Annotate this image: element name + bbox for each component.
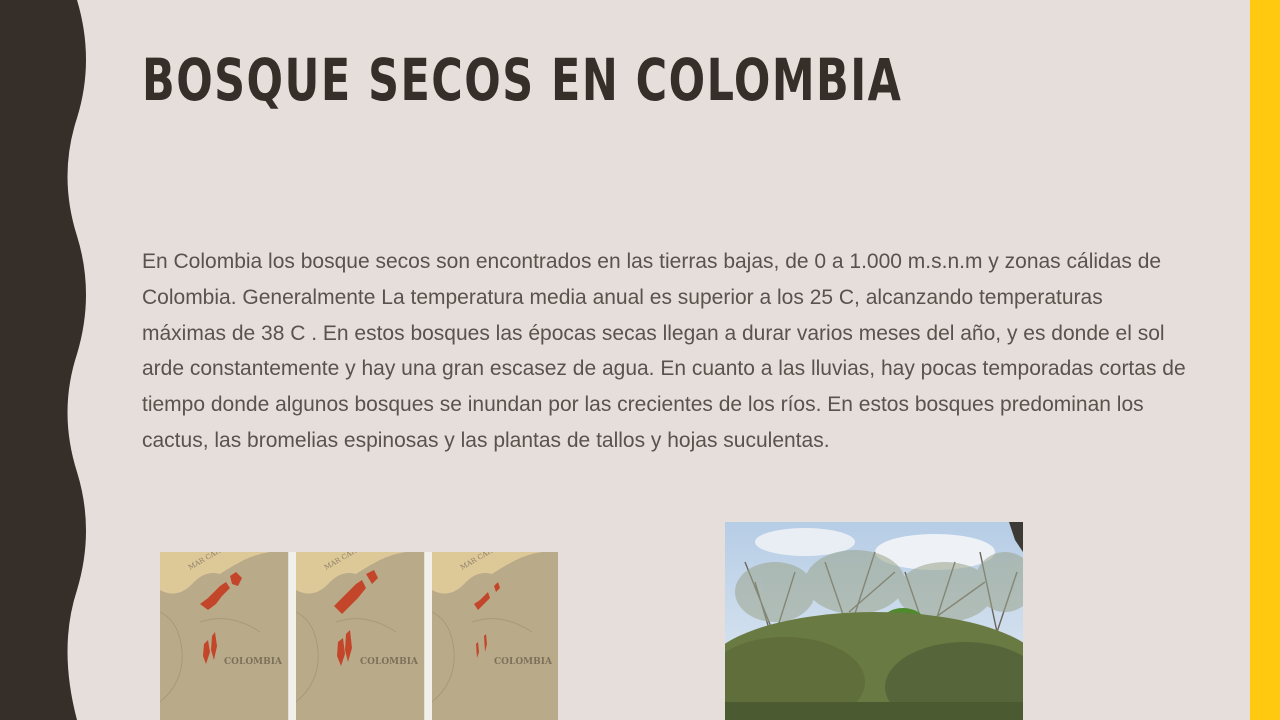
colombia-map-3: [432, 552, 558, 720]
map-country-label: COLOMBIA: [224, 657, 282, 667]
map-divider: [425, 552, 432, 720]
slide-body-text: En Colombia los bosque secos son encontrados en las tierras bajas, de 0 a 1.000 m.s.n.m y zonas cálidas de Colombia. Generalmente La temperatura media anual es superior a los 25 C, alcanzando temperaturas máximas de 38 C . En estos bosques las épocas secas llegan a durar varios meses del año, y es donde el sol arde constantemente y hay una gran escasez de agua. En cuanto a las lluvias, hay pocas temporadas cortas de tiempo donde algunos bosques se inundan por las crecientes de los ríos. En estos bosques predominan los cactus, las bromelias espinosas y las plantas de tallos y hojas suculentas.: [142, 250, 1186, 452]
slide-title: BOSQUE SECOS EN COLOMBIA: [142, 46, 903, 114]
colombia-map-1: [160, 552, 288, 720]
map-country-label: COLOMBIA: [360, 657, 418, 667]
map-country-label: COLOMBIA: [494, 657, 552, 667]
accent-side-bar: [1250, 0, 1280, 720]
dry-forest-distribution-maps: [160, 552, 558, 720]
left-wave-decoration: [0, 0, 110, 720]
map-divider: [289, 552, 296, 720]
colombia-map-2: [296, 552, 424, 720]
dry-forest-photo: [725, 522, 1023, 720]
